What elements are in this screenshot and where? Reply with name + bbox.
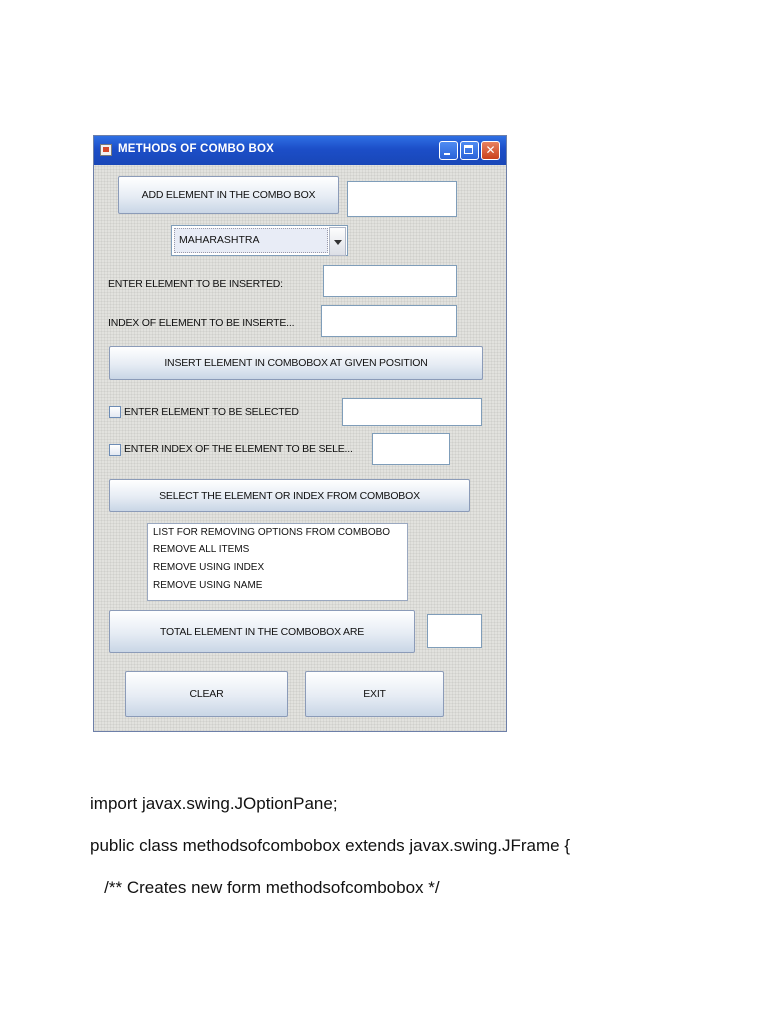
select-element-checkbox[interactable] bbox=[109, 406, 121, 418]
close-icon: ✕ bbox=[485, 143, 496, 157]
app-window bbox=[93, 135, 507, 732]
states-combobox[interactable] bbox=[171, 225, 348, 256]
total-elements-field[interactable] bbox=[427, 614, 482, 648]
select-element-field[interactable] bbox=[342, 398, 482, 426]
code-line: /** Creates new form methodsofcombobox */ bbox=[90, 878, 440, 897]
code-line: import javax.swing.JOptionPane; bbox=[90, 794, 338, 813]
total-elements-button[interactable]: TOTAL ELEMENT IN THE COMBOBOX ARE bbox=[109, 610, 415, 653]
maximize-icon bbox=[461, 142, 478, 159]
list-item[interactable]: LIST FOR REMOVING OPTIONS FROM COMBOBO bbox=[153, 527, 391, 538]
list-item[interactable]: REMOVE USING INDEX bbox=[153, 562, 265, 573]
list-item[interactable]: REMOVE ALL ITEMS bbox=[153, 544, 250, 555]
select-element-button[interactable]: SELECT THE ELEMENT OR INDEX FROM COMBOBOX bbox=[109, 479, 470, 512]
title-bar[interactable] bbox=[94, 136, 506, 166]
insert-index-field[interactable] bbox=[321, 305, 457, 337]
select-index-checkbox[interactable] bbox=[109, 444, 121, 456]
insert-element-label: ENTER ELEMENT TO BE INSERTED: bbox=[108, 278, 283, 290]
insert-index-label: INDEX OF ELEMENT TO BE INSERTE... bbox=[108, 317, 295, 329]
form-panel bbox=[94, 165, 506, 731]
select-index-checkbox-label: ENTER INDEX OF THE ELEMENT TO BE SELE... bbox=[124, 443, 353, 455]
insert-element-field[interactable] bbox=[323, 265, 457, 297]
combobox-selected-value: MAHARASHTRA bbox=[174, 228, 328, 253]
insert-element-button[interactable]: INSERT ELEMENT IN COMBOBOX AT GIVEN POSITION bbox=[109, 346, 483, 380]
select-element-checkbox-label: ENTER ELEMENT TO BE SELECTED bbox=[124, 406, 299, 418]
chevron-down-icon[interactable] bbox=[329, 227, 346, 256]
select-index-field[interactable] bbox=[372, 433, 450, 465]
add-element-field[interactable] bbox=[347, 181, 457, 217]
add-element-button[interactable]: ADD ELEMENT IN THE COMBO BOX bbox=[118, 176, 339, 214]
code-line: public class methodsofcombobox extends javax.swing.JFrame { bbox=[90, 836, 571, 855]
remove-options-list[interactable] bbox=[147, 523, 408, 601]
close-button[interactable] bbox=[481, 141, 500, 160]
list-item[interactable]: REMOVE USING NAME bbox=[153, 580, 263, 591]
minimize-button[interactable] bbox=[439, 141, 458, 160]
clear-button[interactable]: CLEAR bbox=[125, 671, 288, 717]
minimize-icon bbox=[440, 142, 457, 159]
exit-button[interactable]: EXIT bbox=[305, 671, 444, 717]
maximize-button[interactable] bbox=[460, 141, 479, 160]
window-title: METHODS OF COMBO BOX bbox=[118, 143, 275, 155]
java-app-icon bbox=[100, 144, 112, 156]
